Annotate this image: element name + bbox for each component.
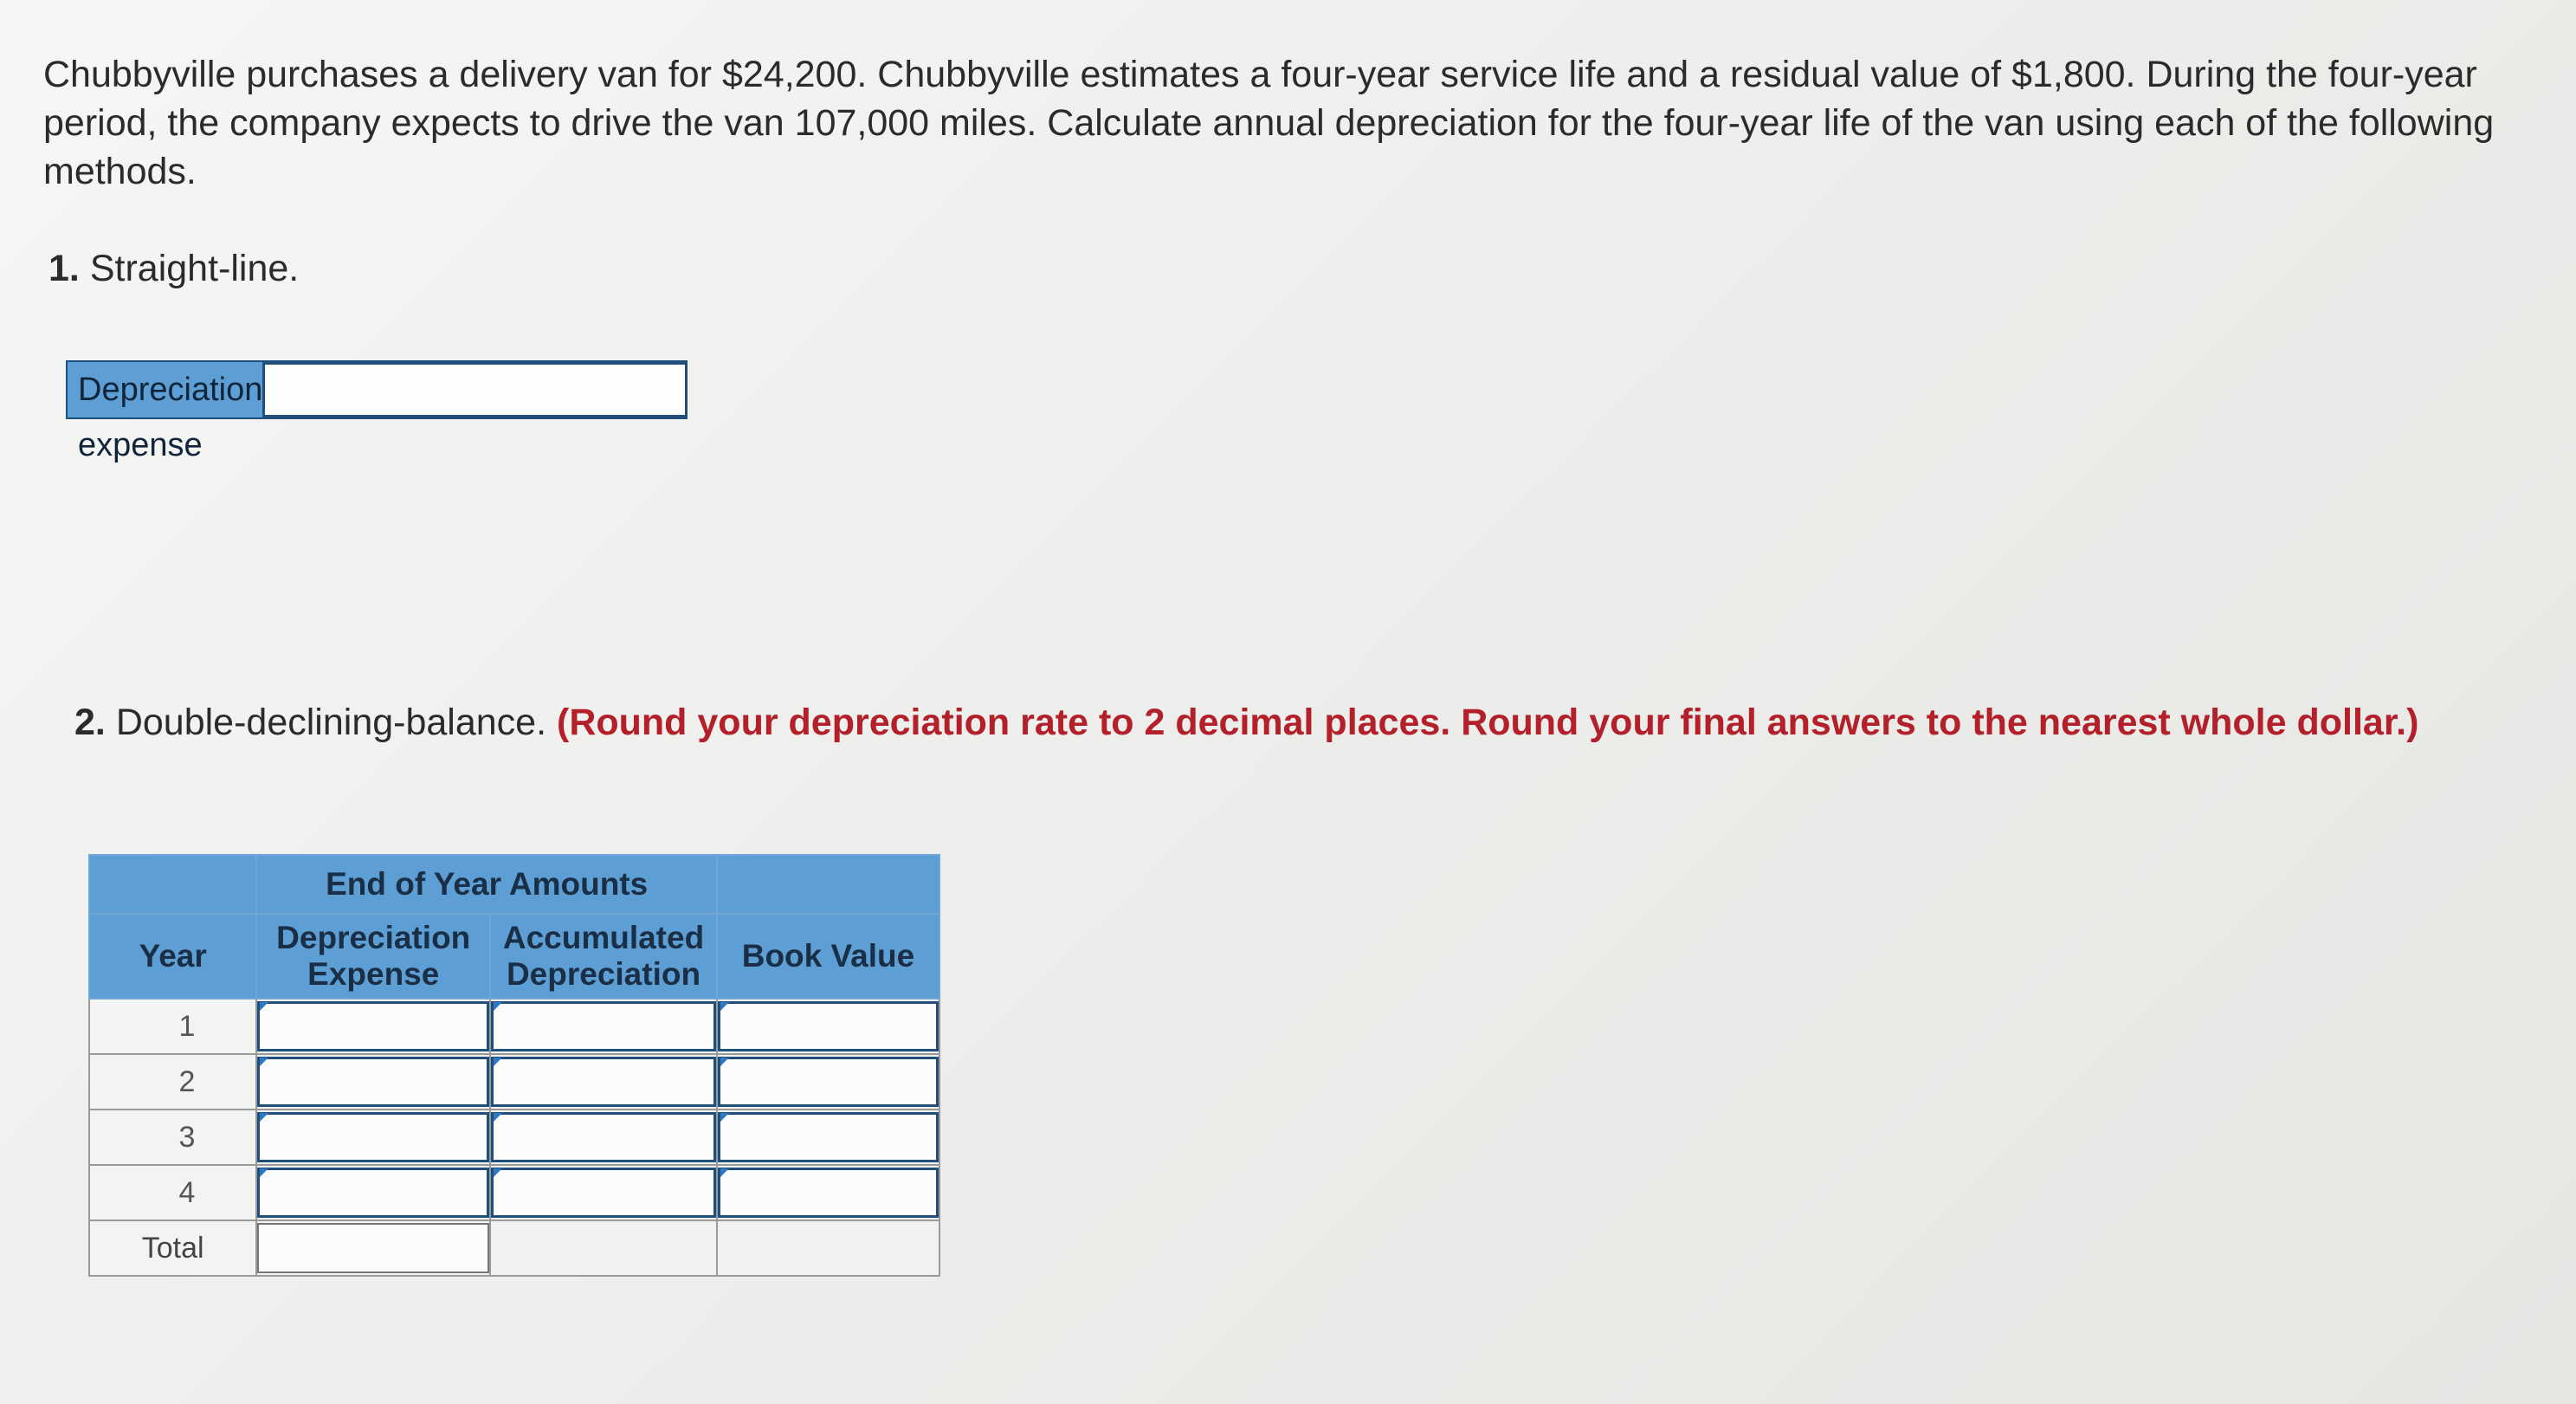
year-1-accumulated-depreciation-input[interactable] bbox=[491, 1001, 716, 1051]
part1-title-text: Straight-line. bbox=[89, 248, 300, 289]
table-row bbox=[89, 999, 939, 1054]
year-3-depreciation-expense-input[interactable] bbox=[257, 1112, 489, 1162]
table-row bbox=[89, 1165, 939, 1220]
total-book-value-blank bbox=[717, 1220, 939, 1276]
year-1-book-value-input[interactable] bbox=[718, 1001, 939, 1051]
total-label: Total bbox=[89, 1220, 256, 1276]
part2-number: 2. bbox=[74, 702, 106, 743]
year-3-book-value-input[interactable] bbox=[718, 1112, 939, 1162]
year-2-accumulated-depreciation-input[interactable] bbox=[491, 1057, 716, 1107]
year-2-book-value-input[interactable] bbox=[718, 1057, 939, 1107]
table-row bbox=[89, 1110, 939, 1165]
year-4-book-value-input[interactable] bbox=[718, 1168, 939, 1218]
problem-intro: Chubbyville purchases a delivery van for $24,200. Chubbyville estimates a four-year service life and a residual value of $1,800. During the four-year period, the company expects to drive the van 107,000 miles. Calculate annual depreciation for the four-year life of the van using each of the following methods. bbox=[43, 54, 2495, 192]
year-2-depreciation-expense-input[interactable] bbox=[257, 1057, 489, 1107]
year-1-depreciation-expense-input[interactable] bbox=[257, 1001, 489, 1051]
year-header-spacer bbox=[89, 855, 256, 914]
book-value-header-spacer bbox=[717, 855, 939, 914]
book-value-column-header: Book Value bbox=[717, 914, 939, 999]
year-column-header: Year bbox=[89, 914, 256, 999]
year-cell: 2 bbox=[89, 1054, 256, 1110]
rounding-note: (Round your depreciation rate to 2 decimal places. Round your final answers to the nearest whole dollar.) bbox=[557, 702, 2419, 743]
straight-line-depreciation-input[interactable] bbox=[262, 362, 688, 417]
total-acc-dep-blank bbox=[490, 1220, 717, 1276]
part1-title bbox=[48, 244, 299, 293]
part2-title-text: Double-declining-balance. bbox=[115, 702, 547, 743]
accumulated-depreciation-column-header: Accumulated Depreciation bbox=[490, 914, 717, 999]
depreciation-expense-column-header: Depreciation Expense bbox=[256, 914, 490, 999]
ddb-table bbox=[88, 854, 940, 1277]
depreciation-expense-label: Depreciation expense bbox=[68, 362, 262, 417]
part1-number: 1. bbox=[48, 248, 80, 289]
year-4-depreciation-expense-input[interactable] bbox=[257, 1168, 489, 1218]
total-row bbox=[89, 1220, 939, 1276]
total-depreciation-expense-input[interactable] bbox=[257, 1223, 489, 1273]
end-of-year-amounts-header: End of Year Amounts bbox=[256, 855, 717, 914]
year-cell: 3 bbox=[89, 1110, 256, 1165]
year-3-accumulated-depreciation-input[interactable] bbox=[491, 1112, 716, 1162]
table-row bbox=[89, 1054, 939, 1110]
year-cell: 1 bbox=[89, 999, 256, 1054]
year-4-accumulated-depreciation-input[interactable] bbox=[491, 1168, 716, 1218]
year-cell: 4 bbox=[89, 1165, 256, 1220]
straight-line-row bbox=[66, 360, 688, 463]
part2-title bbox=[74, 698, 2482, 747]
